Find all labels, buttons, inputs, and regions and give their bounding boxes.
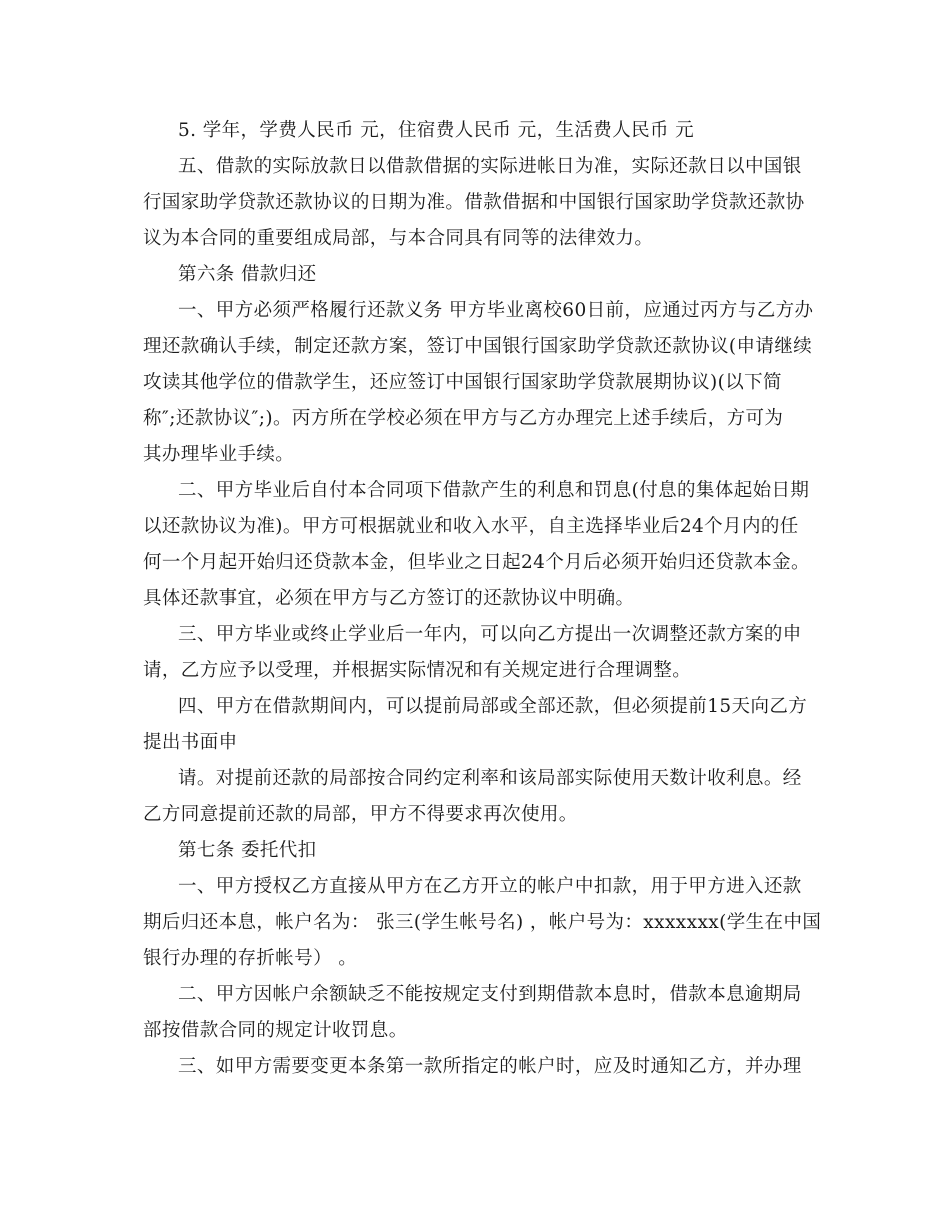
- text-line: 五、借款的实际放款日以借款借据的实际进帐日为准，实际还款日以中国银: [178, 156, 802, 177]
- text-line: 理还款确认手续，制定还款方案，签订中国银行国家助学贷款还款协议(申请继续: [143, 336, 813, 357]
- text-line: 二、甲方因帐户余额缺乏不能按规定支付到期借款本息时，借款本息逾期局: [178, 984, 802, 1005]
- text-line: 称″;还款协议″;)。丙方所在学校必须在甲方与乙方办理完上述手续后，方可为: [143, 408, 784, 429]
- text-line: 具体还款事宜，必须在甲方与乙方签订的还款协议中明确。: [143, 588, 635, 609]
- text-line: 部按借款合同的规定计收罚息。: [143, 1020, 408, 1041]
- text-line: 四、甲方在借款期间内，可以提前局部或全部还款，但必须提前15天向乙方: [178, 696, 808, 717]
- text-line: 三、如甲方需要变更本条第一款所指定的帐户时，应及时通知乙方，并办理: [178, 1056, 802, 1077]
- text-line: 请。对提前还款的局部按合同约定利率和该局部实际使用天数计收利息。经: [178, 768, 802, 789]
- text-line: 提出书面申: [143, 732, 238, 753]
- section-heading: 第六条 借款归还: [178, 264, 317, 285]
- text-line: 何一个月起开始归还贷款本金，但毕业之日起24个月后必须开始归还贷款本金。: [143, 552, 810, 573]
- text-line: 其办理毕业手续。: [143, 444, 295, 465]
- text-line: 乙方同意提前还款的局部，甲方不得要求再次使用。: [143, 804, 578, 825]
- text-line: 行国家助学贷款还款协议的日期为准。借款借据和中国银行国家助学贷款还款协: [143, 192, 805, 213]
- text-line: 攻读其他学位的借款学生，还应签订中国银行国家助学贷款展期协议)(以下简: [143, 372, 782, 393]
- section-heading: 第七条 委托代扣: [178, 840, 317, 861]
- text-line: 二、甲方毕业后自付本合同项下借款产生的利息和罚息(付息的集体起始日期: [178, 480, 810, 501]
- text-line: 银行办理的存折帐号） 。: [143, 948, 358, 969]
- text-line: 议为本合同的重要组成局部，与本合同具有同等的法律效力。: [143, 228, 654, 249]
- text-line: 一、甲方必须严格履行还款义务 甲方毕业离校60日前，应通过丙方与乙方办: [178, 300, 814, 321]
- text-line: 一、甲方授权乙方直接从甲方在乙方开立的帐户中扣款，用于甲方进入还款: [178, 876, 802, 897]
- text-line: 期后归还本息，帐户名为： 张三(学生帐号名) ，帐户号为：xxxxxxx(学生在中国: [143, 912, 822, 933]
- text-line: 以还款协议为准)。甲方可根据就业和收入水平，自主选择毕业后24个月内的任: [143, 516, 799, 537]
- text-line: 5. 学年，学费人民币 元，住宿费人民币 元，生活费人民币 元: [178, 120, 695, 141]
- text-line: 三、甲方毕业或终止学业后一年内，可以向乙方提出一次调整还款方案的申: [178, 624, 802, 645]
- text-line: 请，乙方应予以受理，并根据实际情况和有关规定进行合理调整。: [143, 660, 692, 681]
